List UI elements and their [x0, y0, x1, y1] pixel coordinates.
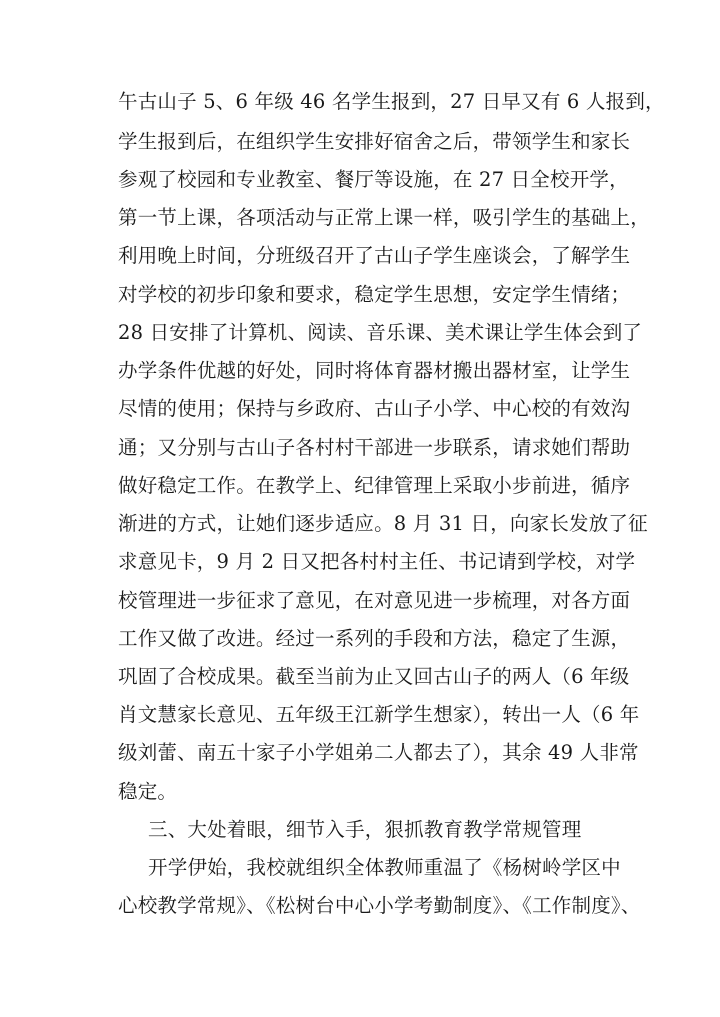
text-line: 第一节上课，各项活动与正常上课一样，吸引学生的基础上，: [118, 206, 650, 229]
text-line: 做好稳定工作。在教学上、纪律管理上采取小步前进，循序: [118, 474, 631, 497]
section-heading: 三、大处着眼，细节入手，狠抓教育教学常规管理: [148, 818, 582, 841]
text-line: 午古山子 5、6 年级 46 名学生报到，27 日早又有 6 人报到，: [118, 90, 665, 113]
text-line: 心校教学常规》、《松树台中心小学考勤制度》、《工作制度》、: [118, 894, 641, 917]
text-line: 办学条件优越的好处，同时将体育器材搬出器材室，让学生: [118, 359, 631, 382]
text-line: 对学校的初步印象和要求，稳定学生思想，安定学生情绪；: [118, 283, 631, 306]
text-line: 学生报到后，在组织学生安排好宿舍之后，带领学生和家长: [118, 130, 631, 153]
text-line: 求意见卡，9 月 2 日又把各村村主任、书记请到学校，对学: [118, 550, 636, 573]
text-line: 校管理进一步征求了意见，在对意见进一步梳理，对各方面: [118, 589, 631, 612]
text-line: 参观了校园和专业教室、餐厅等设施，在 27 日全校开学，: [118, 168, 629, 191]
text-line: 通；又分别与古山子各村村干部进一步联系，请求她们帮助: [118, 436, 631, 459]
text-line: 巩固了合校成果。截至当前为止又回古山子的两人（6 年级: [118, 665, 630, 688]
text-line: 工作又做了改进。经过一系列的手段和方法，稳定了生源，: [118, 627, 631, 650]
text-line: 利用晚上时间，分班级召开了古山子学生座谈会，了解学生: [118, 244, 631, 267]
text-line: 28 日安排了计算机、阅读、音乐课、美术课让学生体会到了: [118, 321, 643, 344]
text-line: 渐进的方式，让她们逐步适应。8 月 31 日，向家长发放了征: [118, 512, 648, 535]
text-line: 稳定。: [118, 780, 178, 803]
text-line: 尽情的使用；保持与乡政府、古山子小学、中心校的有效沟: [118, 397, 631, 420]
text-line: 级刘蕾、南五十家子小学姐弟二人都去了），其余 49 人非常: [118, 741, 639, 764]
text-line: 开学伊始，我校就组织全体教师重温了《杨树岭学区中: [148, 856, 621, 879]
text-line: 肖文慧家长意见、五年级王江新学生想家），转出一人（6 年: [118, 703, 640, 726]
